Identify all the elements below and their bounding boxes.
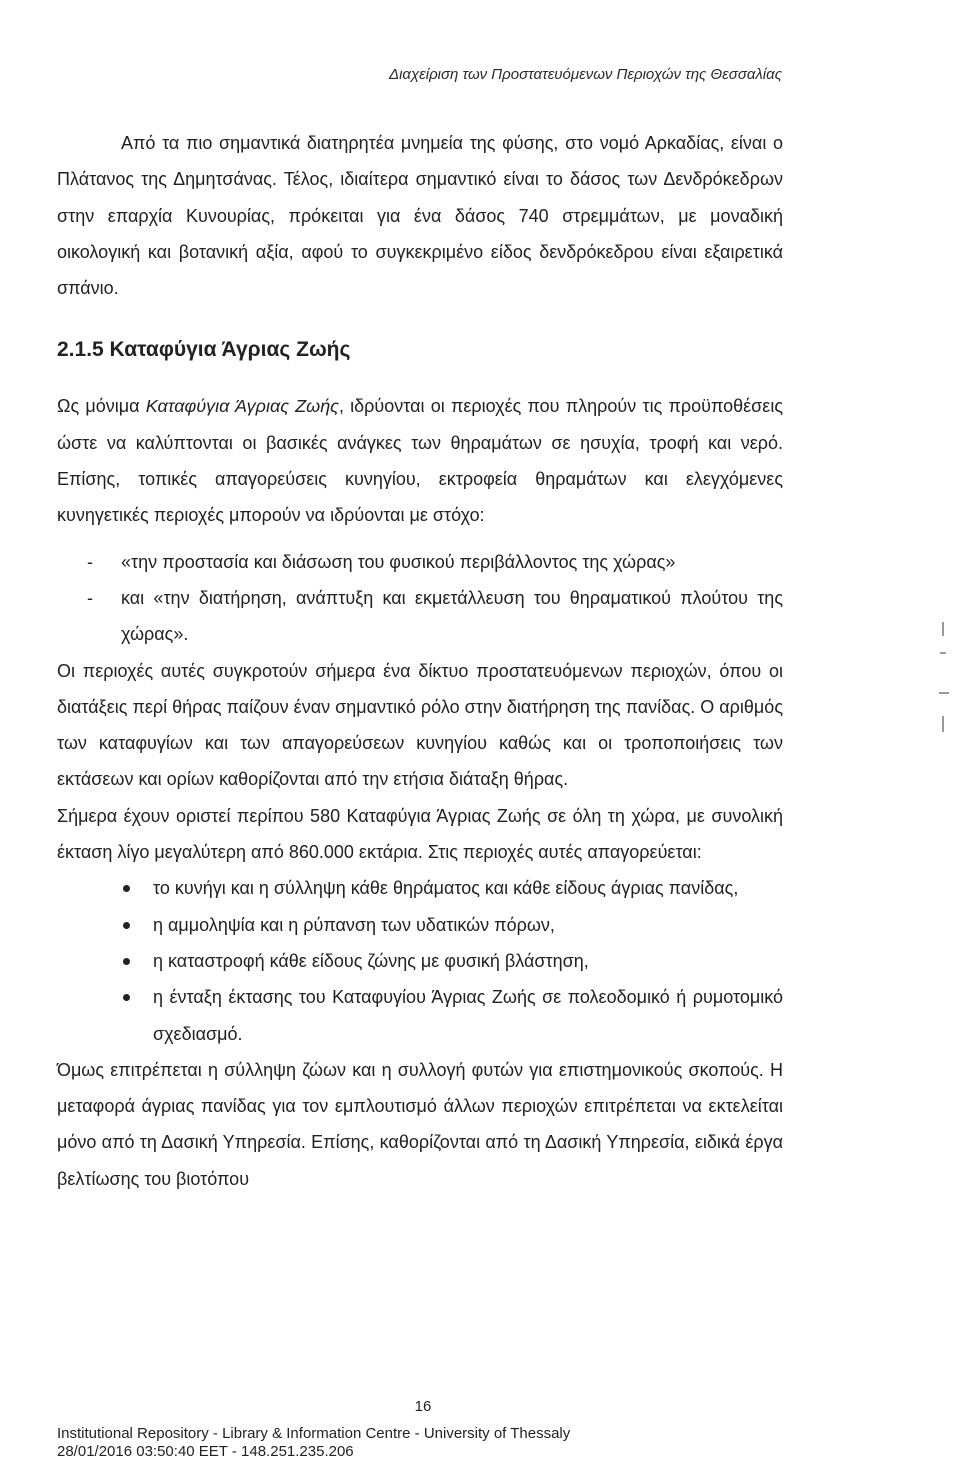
bullet-icon	[123, 922, 130, 929]
closing-paragraph: Όμως επιτρέπεται η σύλληψη ζώων και η συλλογή φυτών για επιστημονικούς σκοπούς. Η μεταφορά άγριας πανίδας για τον εμπλουτισμό άλλων περιοχών επιτρέπεται να εκτελείται μόνο από τη Δασική Υπηρεσία. Επίσης, καθορίζονται από τη Δασική Υπηρεσία, ειδικά έργα βελτίωσης του βιοτόπου	[57, 1059, 783, 1189]
count-paragraph: Σήμερα έχουν οριστεί περίπου 580 Καταφύγια Άγριας Ζωής σε όλη τη χώρα, με συνολική έκταση λίγο μεγαλύτερη από 860.000 εκτάρια. Στις περιοχές αυτές απαγορεύεται:	[57, 805, 783, 863]
footer-line-2: 28/01/2016 03:50:40 EET - 148.251.235.206	[57, 1443, 354, 1460]
bullet-item-text: το κυνήγι και η σύλληψη κάθε θηράματος και κάθε είδους άγριας πανίδας,	[153, 878, 739, 899]
bullet-item-text: η αμμοληψία και η ρύπανση των υδατικών πόρων,	[153, 914, 555, 935]
list-item	[57, 580, 783, 653]
page-number: 16	[414, 1398, 432, 1415]
section-intro-rest: , ιδρύονται οι περιοχές που πληρούν τις προϋποθέσεις ώστε να καλύπτονται οι βασικές ανάγκες των θηραμάτων σε ησυχία, τροφή και νερό. Επίσης, τοπικές απαγορεύσεις κυνηγίου, εκτροφεία θηραμάτων και ελεγχόμενες κυνηγετικές περιοχές μπορούν να ιδρύονται με στόχο:	[57, 396, 783, 526]
section-intro-italic-term: Καταφύγια Άγριας Ζωής	[145, 396, 339, 417]
dash-marker: -	[87, 551, 93, 572]
bullet-icon	[123, 994, 130, 1001]
list-item	[57, 979, 783, 1052]
list-item	[57, 943, 783, 979]
list-item	[57, 870, 783, 906]
bullet-list	[57, 870, 783, 1051]
repository-footer	[57, 1425, 570, 1461]
bullet-icon	[123, 885, 130, 892]
dash-list	[57, 544, 783, 653]
list-item	[57, 544, 783, 580]
section-intro-lead: Ως μόνιμα	[57, 396, 146, 417]
bullet-item-text: η ένταξη έκτασης του Καταφυγίου Άγριας Ζωής σε πολεοδομικό ή ρυμοτομικό σχεδιασμό.	[153, 987, 783, 1044]
section-intro-paragraph	[57, 388, 783, 533]
intro-paragraph: Από τα πιο σημαντικά διατηρητέα μνημεία της φύσης, στο νομό Αρκαδίας, είναι ο Πλάτανος της Δημητσάνας. Τέλος, ιδιαίτερα σημαντικό είναι το δάσος των Δενδρόκεδρων στην επαρχία Κυνουρίας, πρόκειται για ένα δάσος 740 στρεμμάτων, με μοναδική οικολογική και βοτανική αξία, αφού το συγκεκριμένο είδος δενδρόκεδρου είναι εξαιρετικά σπάνιο.	[57, 133, 783, 299]
body-text	[57, 125, 783, 1197]
dash-marker: -	[87, 587, 93, 608]
running-header: Διαχείριση των Προστατευόμενων Περιοχών της Θεσσαλίας	[389, 66, 782, 83]
dash-item-text: «την προστασία και διάσωση του φυσικού περιβάλλοντος της χώρας»	[121, 551, 676, 572]
footer-line-1: Institutional Repository - Library & Information Centre - University of Thessaly	[57, 1425, 571, 1442]
bullet-item-text: η καταστροφή κάθε είδους ζώνης με φυσική βλάστηση,	[153, 950, 589, 971]
scan-margin-marks	[938, 622, 950, 732]
network-paragraph: Οι περιοχές αυτές συγκροτούν σήμερα ένα δίκτυο προστατευόμενων περιοχών, όπου οι διατάξεις περί θήρας παίζουν έναν σημαντικό ρόλο στην διατήρηση της πανίδας. Ο αριθμός των καταφυγίων και των απαγορεύσεων κυνηγίου καθώς και οι τροποποιήσεις των εκτάσεων και ορίων καθορίζονται από την ετήσια διάταξη θήρας.	[57, 660, 783, 790]
section-heading: 2.1.5 Καταφύγια Άγριας Ζωής	[57, 338, 351, 362]
bullet-icon	[123, 958, 130, 965]
list-item	[57, 907, 783, 943]
dash-item-text: και «την διατήρηση, ανάπτυξη και εκμετάλλευση του θηραματικού πλούτου της χώρας».	[121, 587, 783, 645]
